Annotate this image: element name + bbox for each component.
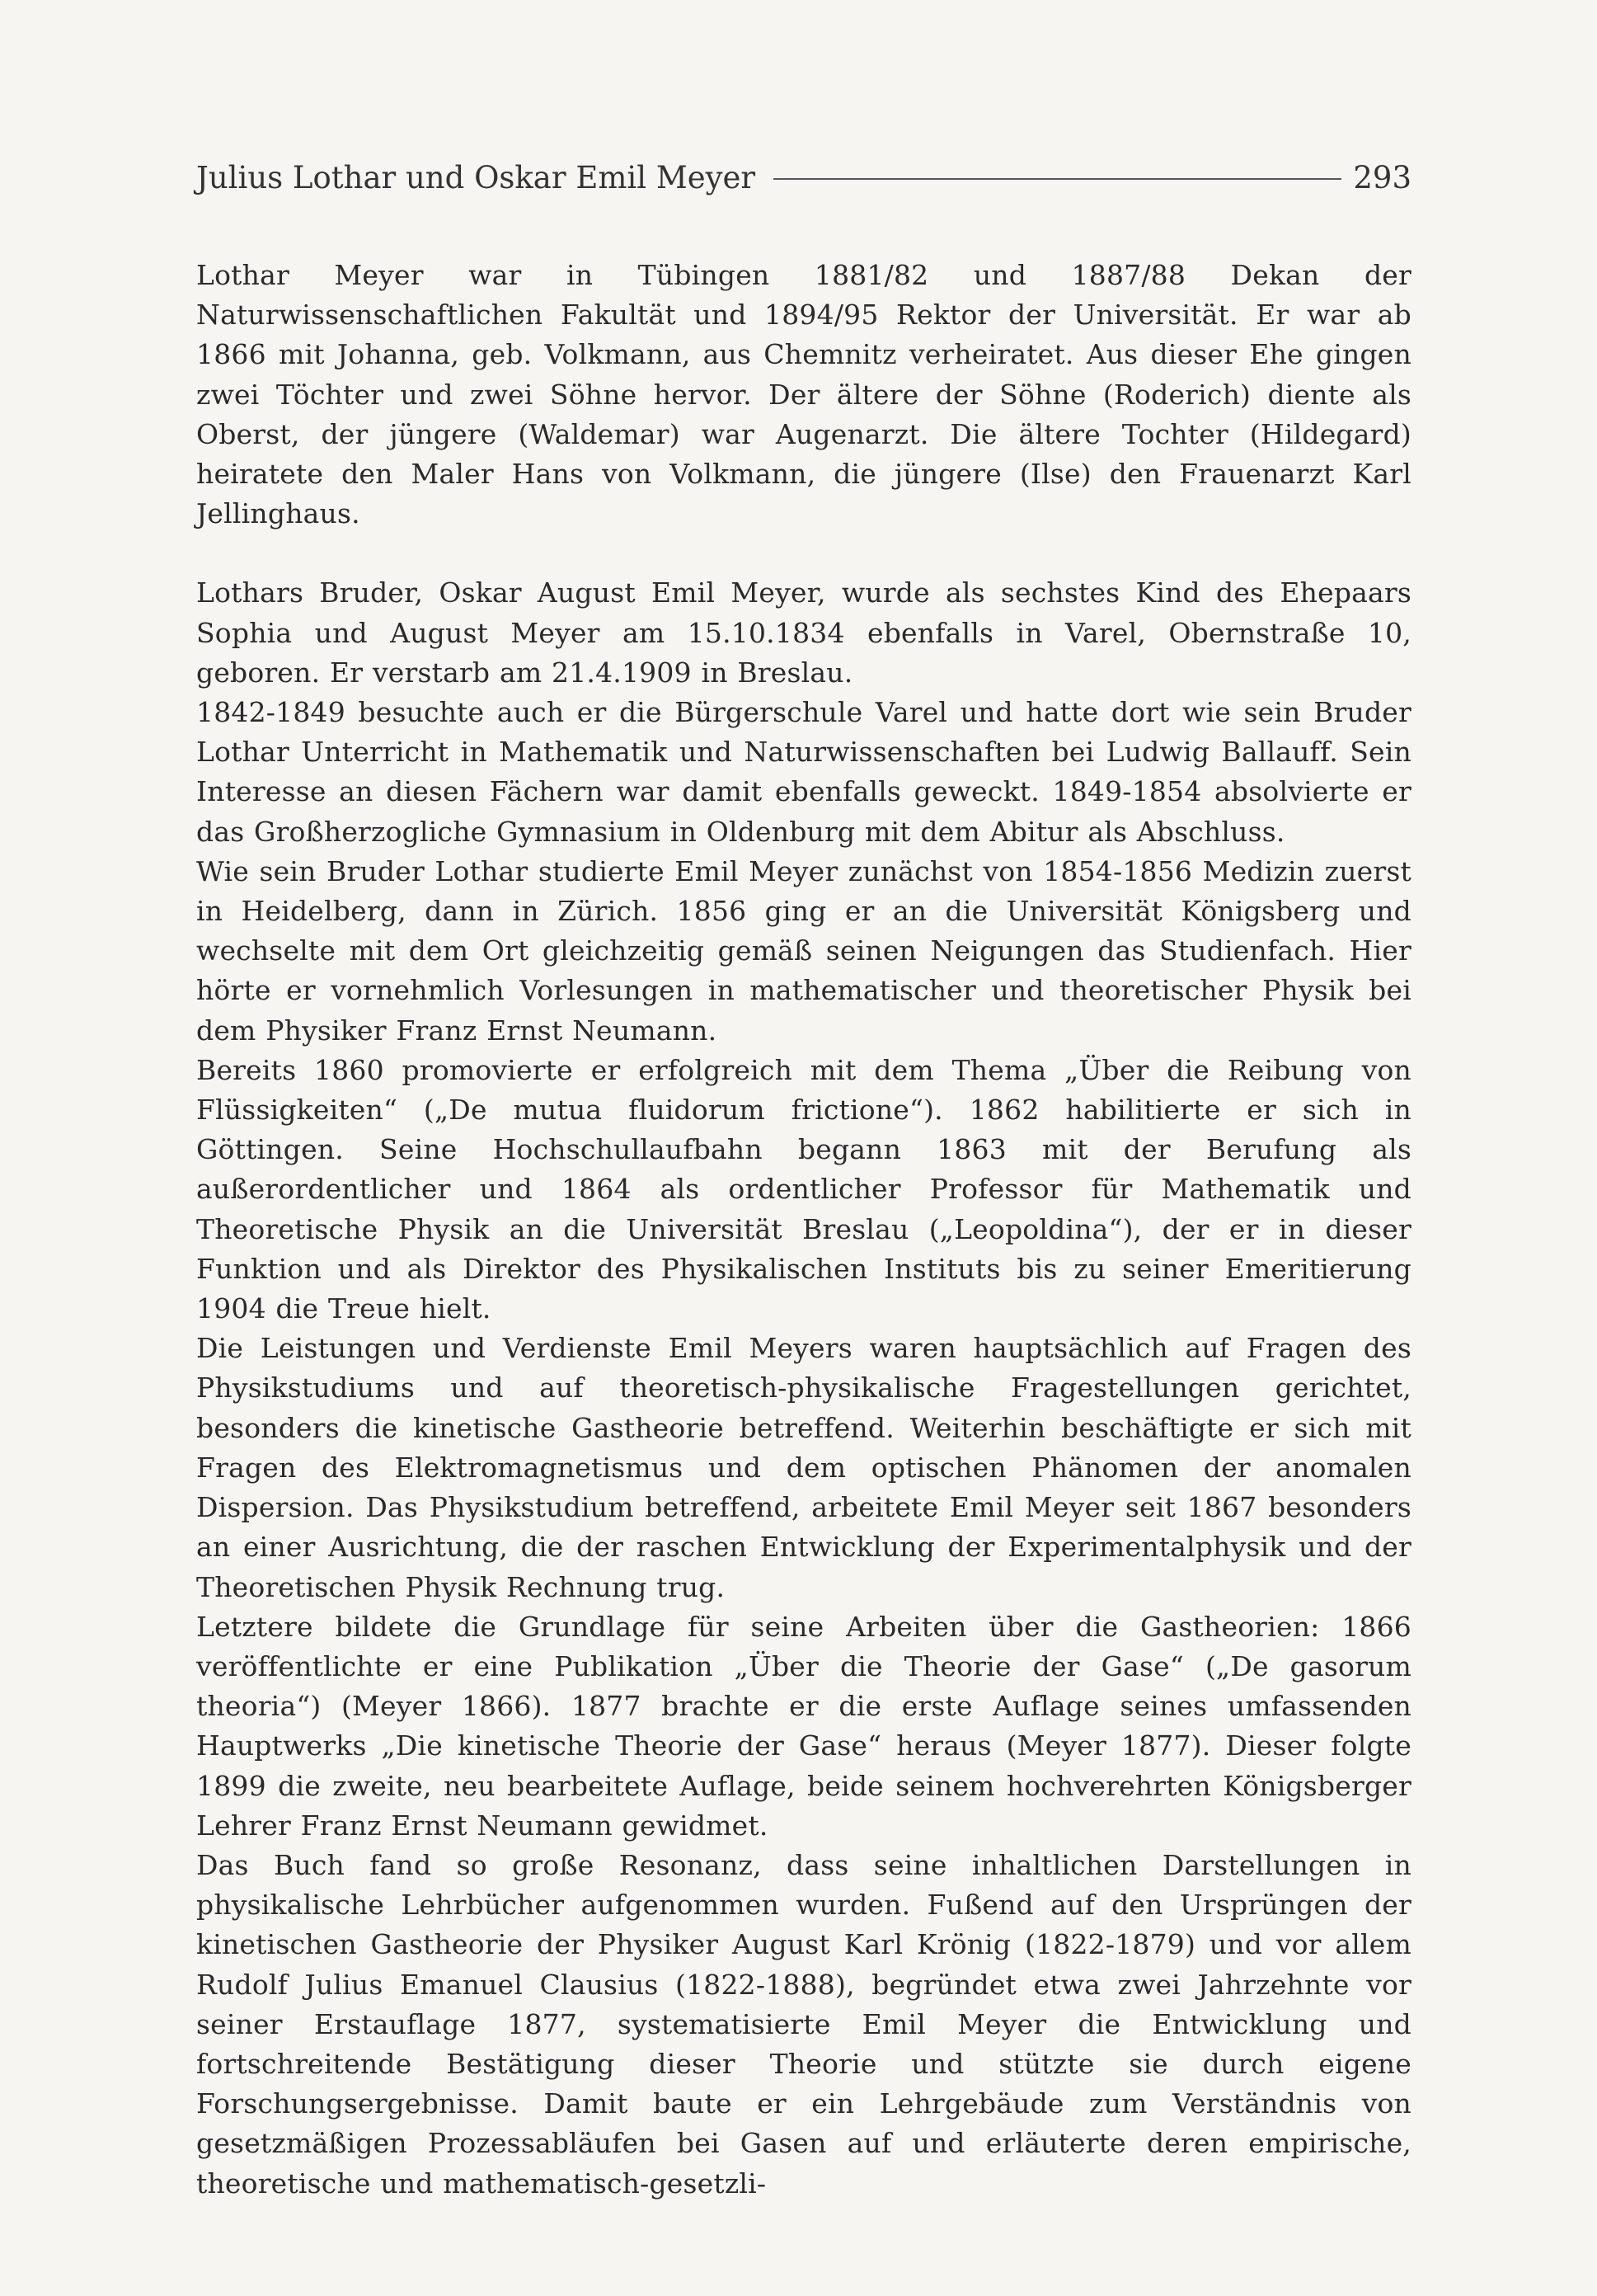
running-header bbox=[196, 157, 1411, 198]
paragraph: Letztere bildete die Grundlage für seine Arbeiten über die Gastheorien: 1866 veröffentlichte er eine Publikation „Über die Theorie der Gase“ („De gasorum theoria“) (Meyer 1866). 1877 brachte er die erste Auflage seines umfassenden Hauptwerks „Die kinetische Theorie der Gase“ heraus (Meyer 1877). Dieser folgte 1899 die zweite, neu bearbeitete Auflage, beide seinem hochverehrten Königsberger Lehrer Franz Ernst Neumann gewidmet. bbox=[196, 1610, 1411, 1842]
running-header-title: Julius Lothar und Oskar Emil Meyer bbox=[196, 159, 756, 195]
paragraph: Das Buch fand so große Resonanz, dass seine inhaltlichen Darstellungen in physikalische Lehrbücher aufgenommen wurden. Fußend auf den Ursprüngen der kinetischen Gastheorie der Physiker August Karl Krönig (1822-1879) und vor allem Rudolf Julius Emanuel Clausius (1822-1888), begründet etwa zwei Jahrzehnte vor seiner Erstauflage 1877, systematisierte Emil Meyer die Entwicklung und fortschreitende Bestätigung dieser Theorie und stützte sie durch eigene Forschungsergebnisse. Damit baute er ein Lehrgebäude zum Verständnis von gesetzmäßigen Prozessabläufen bei Gasen auf und erläuterte deren empirische, theoretische und mathematisch-gesetzli- bbox=[196, 1848, 1411, 2200]
paragraph: Lothar Meyer war in Tübingen 1881/82 und 1887/88 Dekan der Naturwissenschaftlichen Fakultät und 1894/95 Rektor der Universität. Er war ab 1866 mit Johanna, geb. Volkmann, aus Chemnitz verheiratet. Aus dieser Ehe gingen zwei Töchter und zwei Söhne hervor. Der ältere der Söhne (Roderich) diente als Oberst, der jüngere (Waldemar) war Augenarzt. Die ältere Tochter (Hildegard) heiratete den Maler Hans von Volkmann, die jüngere (Ilse) den Frauenarzt Karl Jellinghaus. bbox=[196, 259, 1411, 530]
paragraph: Die Leistungen und Verdienste Emil Meyers waren hauptsächlich auf Fragen des Physikstudiums und auf theoretisch-physikalische Fragestellungen gerichtet, besonders die kinetische Gastheorie betreffend. Weiterhin beschäftigte er sich mit Fragen des Elektromagnetismus und dem optischen Phänomen der anomalen Dispersion. Das Physikstudium betreffend, arbeitete Emil Meyer seit 1867 besonders an einer Ausrichtung, die der raschen Entwicklung der Experimentalphysik und der Theoretischen Physik Rechnung trug. bbox=[196, 1332, 1411, 1603]
paragraph: Bereits 1860 promovierte er erfolgreich mit dem Thema „Über die Reibung von Flüssigkeiten“ („De mutua fluidorum frictione“). 1862 habilitierte er sich in Göttingen. Seine Hochschullaufbahn begann 1863 mit der Berufung als außerordentlicher und 1864 als ordentlicher Professor für Mathematik und Theoretische Physik an die Universität Breslau („Leopoldina“), der er in dieser Funktion und als Direktor des Physikalischen Instituts bis zu seiner Emeritierung 1904 die Treue hielt. bbox=[196, 1053, 1411, 1325]
body-text bbox=[196, 256, 1411, 2204]
paragraph: Lothars Bruder, Oskar August Emil Meyer, wurde als sechstes Kind des Ehepaars Sophia und August Meyer am 15.10.1834 ebenfalls in Varel, Obernstraße 10, geboren. Er verstarb am 21.4.1909 in Breslau. bbox=[196, 576, 1411, 689]
paragraph: 1842-1849 besuchte auch er die Bürgerschule Varel und hatte dort wie sein Bruder Lothar Unterricht in Mathematik und Naturwissenschaften bei Ludwig Ballauff. Sein Interesse an diesen Fächern war damit ebenfalls geweckt. 1849-1854 absolvierte er das Großherzogliche Gymnasium in Oldenburg mit dem Abitur als Abschluss. bbox=[196, 696, 1411, 848]
page-number: 293 bbox=[1353, 159, 1411, 195]
paragraph: Wie sein Bruder Lothar studierte Emil Meyer zunächst von 1854-1856 Medizin zuerst in Heidelberg, dann in Zürich. 1856 ging er an die Universität Königsberg und wechselte mit dem Ort gleichzeitig gemäß seinen Neigungen das Studienfach. Hier hörte er vornehmlich Vorlesungen in mathematischer und theoretischer Physik bei dem Physiker Franz Ernst Neumann. bbox=[196, 854, 1411, 1047]
header-rule bbox=[773, 178, 1341, 180]
